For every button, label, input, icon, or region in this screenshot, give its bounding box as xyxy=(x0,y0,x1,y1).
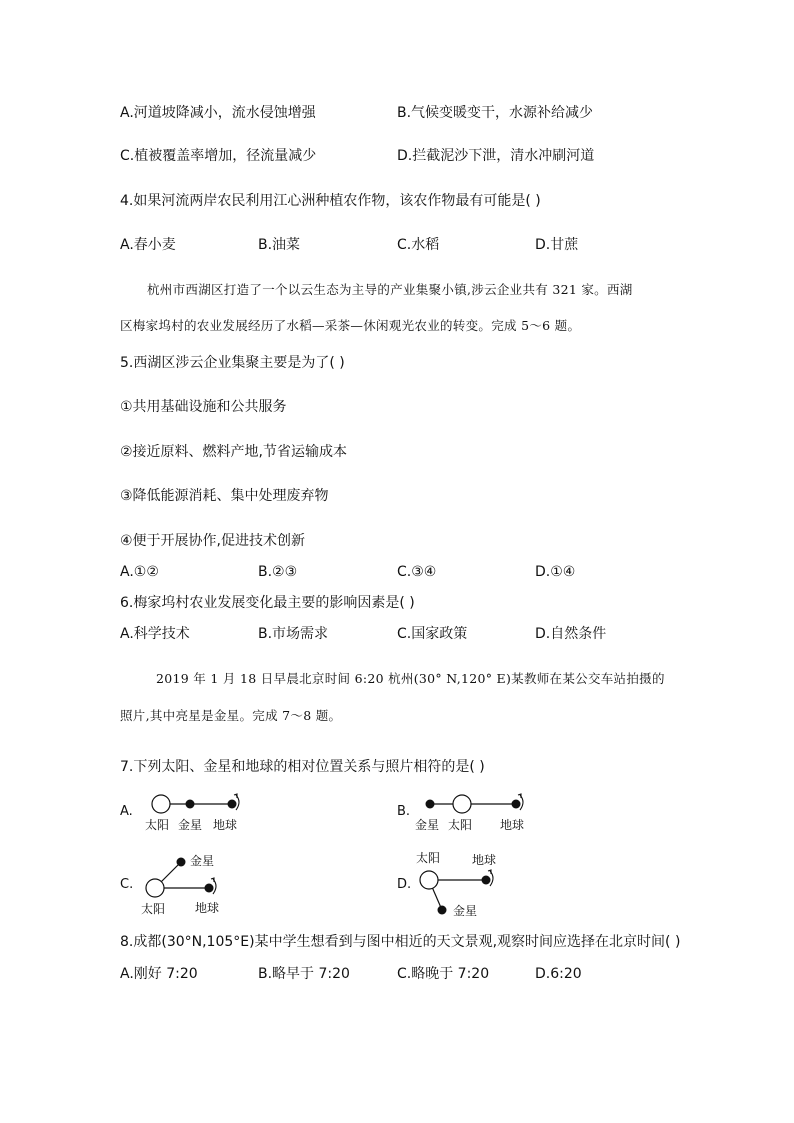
earth-label: 地球 xyxy=(195,901,220,915)
q5-item-3: ③降低能源消耗、集中处理废弃物 xyxy=(120,488,329,504)
diagram-d xyxy=(412,848,522,920)
earth-label: 地球 xyxy=(472,853,497,867)
diagram-b xyxy=(415,790,535,838)
arrowhead-icon xyxy=(211,878,214,882)
venus-dot xyxy=(438,906,447,915)
arrowhead-icon xyxy=(488,870,491,874)
q4-option-b: B.油菜 xyxy=(258,237,301,253)
diagram-a xyxy=(140,790,250,838)
q8-option-b: B.略早于 7:20 xyxy=(258,966,350,982)
q6-option-a: A.科学技术 xyxy=(120,626,190,642)
arrowhead-icon xyxy=(518,794,521,798)
q5-option-d: D.①④ xyxy=(535,564,576,580)
q7-option-a-letter: A. xyxy=(120,804,133,819)
q7-question: 7.下列太阳、金星和地球的相对位置关系与照片相符的是( ) xyxy=(120,759,485,775)
diagram-c xyxy=(140,848,250,918)
sun-circle xyxy=(146,879,164,897)
venus-dot xyxy=(177,858,186,867)
q3-option-b: B.气候变暖变干，水源补给减少 xyxy=(397,105,594,121)
q6-option-b: B.市场需求 xyxy=(258,626,329,642)
q5-item-2: ②接近原料、燃料产地,节省运输成本 xyxy=(120,444,348,460)
sun-label: 太阳 xyxy=(145,818,170,832)
sun-label: 太阳 xyxy=(448,818,473,832)
q3-option-d: D.拦截泥沙下泄，清水冲刷河道 xyxy=(397,148,595,164)
q6-question: 6.梅家坞村农业发展变化最主要的影响因素是( ) xyxy=(120,595,415,611)
venus-label: 金星 xyxy=(190,854,215,868)
q4-option-d: D.甘蔗 xyxy=(535,237,579,253)
passage-2-line-1: 2019 年 1 月 18 日早晨北京时间 6:20 杭州(30° N,120° E)某教师在某公交车站拍摄的 xyxy=(156,671,665,686)
q5-option-b: B.②③ xyxy=(258,564,298,580)
earth-label: 地球 xyxy=(500,818,525,832)
earth-dot xyxy=(512,800,521,809)
q7-option-d-letter: D. xyxy=(397,877,412,892)
q8-option-c: C.略晚于 7:20 xyxy=(397,966,490,982)
venus-dot xyxy=(426,800,435,809)
q7-option-c-letter: C. xyxy=(120,877,134,892)
passage-2-line-2: 照片,其中亮星是金星。完成 7～8 题。 xyxy=(120,708,342,723)
q7-option-b-letter: B. xyxy=(397,804,411,819)
q5-option-c: C.③④ xyxy=(397,564,437,580)
q6-option-d: D.自然条件 xyxy=(535,626,607,642)
venus-label: 金星 xyxy=(178,818,203,832)
earth-label: 地球 xyxy=(213,818,238,832)
q8-question: 8.成都(30°N,105°E)某中学生想看到与图中相近的天文景观,观察时间应选择在北京时间( ) xyxy=(120,934,681,950)
sun-circle xyxy=(152,795,170,813)
q3-option-c: C.植被覆盖率增加，径流量减少 xyxy=(120,148,317,164)
q4-option-a: A.春小麦 xyxy=(120,237,176,253)
q3-option-a: A.河道坡降减小，流水侵蚀增强 xyxy=(120,105,316,121)
q8-option-a: A.刚好 7:20 xyxy=(120,966,198,982)
venus-label: 金星 xyxy=(453,904,478,918)
passage-1-line-1: 杭州市西湖区打造了一个以云生态为主导的产业集聚小镇,涉云企业共有 321 家。西湖 xyxy=(147,282,633,297)
q5-item-4: ④便于开展协作,促进技术创新 xyxy=(120,533,306,549)
q5-option-a: A.①② xyxy=(120,564,159,580)
venus-dot xyxy=(186,800,195,809)
arrowhead-icon xyxy=(234,794,237,798)
sun-circle xyxy=(420,871,438,889)
venus-label: 金星 xyxy=(415,818,440,832)
sun-label: 太阳 xyxy=(416,851,441,865)
q4-option-c: C.水稻 xyxy=(397,237,440,253)
q6-option-c: C.国家政策 xyxy=(397,626,468,642)
q4-question: 4.如果河流两岸农民利用江心洲种植农作物，该农作物最有可能是( ) xyxy=(120,193,541,209)
q5-item-1: ①共用基础设施和公共服务 xyxy=(120,399,287,415)
sun-circle xyxy=(453,795,471,813)
q5-question: 5.西湖区涉云企业集聚主要是为了( ) xyxy=(120,355,345,371)
earth-dot xyxy=(228,800,237,809)
q8-option-d: D.6:20 xyxy=(535,966,582,982)
earth-dot xyxy=(482,876,491,885)
passage-1-line-2: 区梅家坞村的农业发展经历了水稻—采茶—休闲观光农业的转变。完成 5～6 题。 xyxy=(120,318,581,333)
earth-dot xyxy=(205,884,214,893)
sun-label: 太阳 xyxy=(141,902,166,916)
